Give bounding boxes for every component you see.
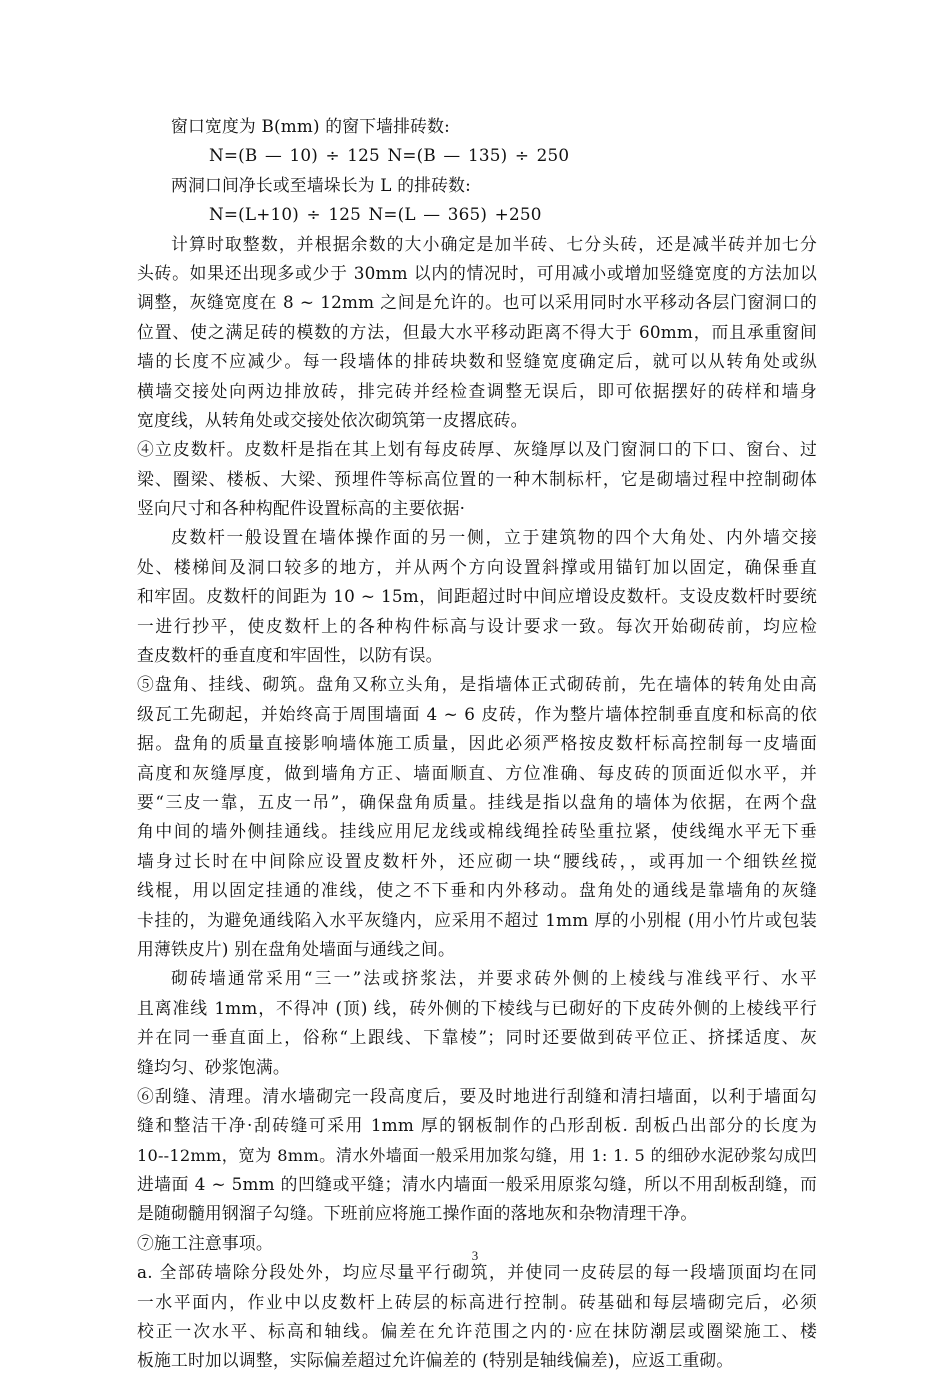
text-line: 据。盘角的质量直接影响墙体施工质量，因此必须严格按皮数杆标高控制每一皮墙面 <box>137 733 817 754</box>
text-line: 处、楼梯间及洞口较多的地方，并从两个方向设置斜撑或用锚钉加以固定，确保垂直 <box>137 556 817 577</box>
text-line: ④立皮数杆。皮数杆是指在其上划有每皮砖厚、灰缝厚以及门窗洞口的下口、窗台、过 <box>137 439 817 460</box>
text-line: 位置、使之满足砖的模数的方法，但最大水平移动距离不得大于 60mm，而且承重窗间 <box>137 321 817 342</box>
text-line: a. 全部砖墙除分段处外，均应尽量平行砌筑，并使同一皮砖层的每一段墙顶面均在同 <box>137 1262 817 1283</box>
text-line: 头砖。如果还出现多或少于 30mm 以内的情况时，可用减小或增加竖缝宽度的方法加以 <box>137 262 817 283</box>
text-line: N=(B — 10) ÷ 125 N=(B — 135) ÷ 250 <box>209 145 570 166</box>
text-line: 砌砖墙通常采用“三一”法或挤浆法，并要求砖外侧的上棱线与准线平行、水平 <box>171 968 817 989</box>
text-line: 调整，灰缝宽度在 8 ~ 12mm 之间是允许的。也可以采用同时水平移动各层门窗洞口的 <box>137 292 817 313</box>
text-line: 墙的长度不应减少。每一段墙体的排砖块数和竖缝宽度确定后，就可以从转角处或纵 <box>137 351 817 372</box>
text-line: 校正一次水平、标高和轴线。偏差在允许范围之内的·应在抹防潮层或圈梁施工、楼 <box>137 1321 817 1342</box>
text-line: 窗口宽度为 B(mm) 的窗下墙排砖数: <box>171 116 450 136</box>
text-line: 皮数杆一般设置在墙体操作面的另一侧，立于建筑物的四个大角处、内外墙交接 <box>171 527 817 548</box>
text-line: 并在同一垂直面上，俗称“上跟线、下靠棱”；同时还要做到砖平位正、挤揉适度、灰 <box>137 1027 817 1048</box>
text-line: 一进行抄平，使皮数杆上的各种构件标高与设计要求一致。每次开始砌砖前，均应检 <box>137 615 817 636</box>
text-line: 高度和灰缝厚度，做到墙角方正、墙面顺直、方位准确、每皮砖的顶面近似水平，并 <box>137 762 817 783</box>
text-line: 横墙交接处向两边排放砖，排完砖并经检查调整无误后，即可依据摆好的砖样和墙身 <box>137 380 817 401</box>
text-line: ⑥刮缝、清理。清水墙砌完一段高度后，要及时地进行刮缝和清扫墙面，以利于墙面勾 <box>137 1085 817 1106</box>
text-line: 梁、圈梁、楼板、大梁、预埋件等标高位置的一种木制标杆，它是砌墙过程中控制砌体 <box>137 468 817 489</box>
text-line: 线棍，用以固定挂通的准线，使之不下垂和内外移动。盘角处的通线是靠墙角的灰缝 <box>137 880 817 901</box>
text-line: 级瓦工先砌起，并始终高于周围墙面 4 ~ 6 皮砖，作为整片墙体控制垂直度和标高的依 <box>137 703 817 724</box>
page-number: 3 <box>471 1248 479 1263</box>
text-line: 板施工时加以调整，实际偏差超过允许偏差的 (特别是轴线偏差)，应返工重砌。 <box>137 1350 734 1371</box>
text-line: 且离准线 1mm，不得冲 (顶) 线，砖外侧的下棱线与已砌好的下皮砖外侧的上棱线平行 <box>137 997 817 1018</box>
text-line: 宽度线，从转角处或交接处依次砌筑第一皮撂底砖。 <box>137 409 528 430</box>
text-line: 一水平面内，作业中以皮数杆上砖层的标高进行控制。砖基础和每层墙砌完后，必须 <box>137 1291 817 1312</box>
text-line: 要“三皮一靠，五皮一吊”，确保盘角质量。挂线是指以盘角的墙体为依据，在两个盘 <box>137 791 817 812</box>
text-line: 墙身过长时在中间除应设置皮数杆外，还应砌一块“腰线砖，，或再加一个细铁丝搅 <box>137 850 817 871</box>
text-line: N=(L+10) ÷ 125 N=(L — 365) +250 <box>209 204 542 225</box>
text-line: ⑦施工注意事项。 <box>137 1232 273 1253</box>
text-line: ⑤盘角、挂线、砌筑。盘角又称立头角，是指墙体正式砌砖前，先在墙体的转角处由高 <box>137 674 817 695</box>
text-line: 用薄铁皮片) 别在盘角处墙面与通线之间。 <box>137 938 455 959</box>
text-line: 两洞口间净长或至墙垛长为 L 的排砖数: <box>171 174 471 195</box>
text-line: 缝均匀、砂浆饱满。 <box>137 1056 290 1077</box>
text-line: 是随砌髓用钢溜子勾缝。下班前应将施工操作面的落地灰和杂物清理干净。 <box>137 1203 698 1224</box>
text-line: 卡挂的，为避免通线陷入水平灰缝内，应采用不超过 1mm 厚的小别棍 (用小竹片或包装 <box>137 909 817 930</box>
text-line: 计算时取整数，并根据余数的大小确定是加半砖、七分头砖，还是减半砖并加七分 <box>171 233 817 254</box>
text-line: 10--12mm，宽为 8mm。清水外墙面一般采用加浆勾缝，用 1: 1. 5 的细砂水泥砂浆勾成凹 <box>137 1145 817 1165</box>
text-line: 竖向尺寸和各种构配件设置标高的主要依据· <box>137 498 466 519</box>
text-line: 和牢固。皮数杆的间距为 10 ~ 15m，间距超过时中间应增设皮数杆。支设皮数杆时要统 <box>137 586 817 607</box>
text-line: 查皮数杆的垂直度和牢固性，以防有误。 <box>137 645 443 666</box>
text-line: 进墙面 4 ~ 5mm 的凹缝或平缝；清水内墙面一般采用原浆勾缝，所以不用刮板刮缝，而 <box>137 1174 817 1195</box>
document-body <box>137 112 817 1376</box>
text-line: 角中间的墙外侧挂通线。挂线应用尼龙线或棉线绳拴砖坠重拉紧，使线绳水平无下垂 <box>137 821 817 842</box>
text-line: 缝和整洁干净·刮砖缝可采用 1mm 厚的钢板制作的凸形刮板. 刮板凸出部分的长度为 <box>137 1115 817 1136</box>
